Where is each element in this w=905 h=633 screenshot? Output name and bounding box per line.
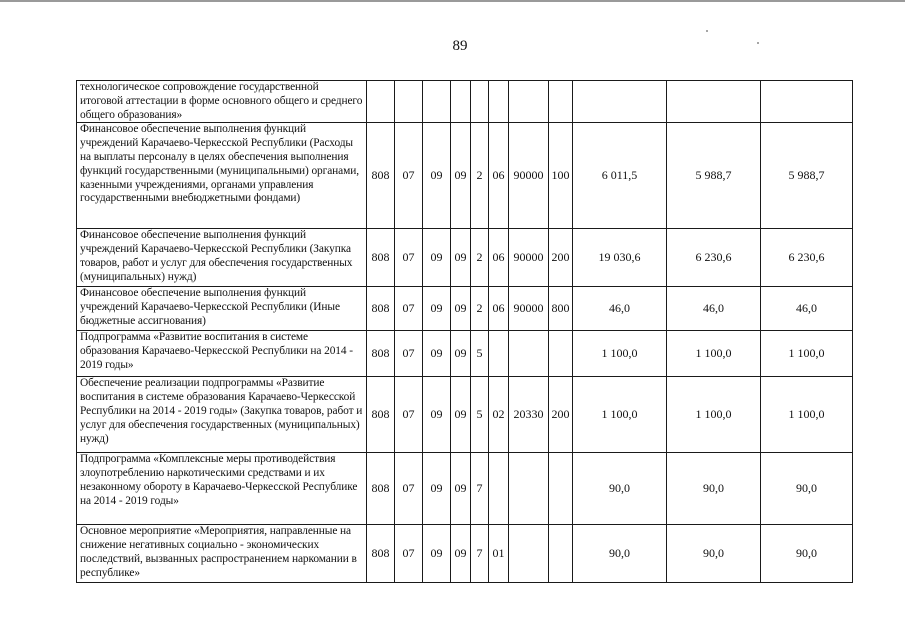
expense-type-code: 800 (549, 287, 573, 331)
main-event-code: 01 (489, 525, 509, 583)
expense-type-code: 200 (549, 377, 573, 453)
subprogram-code: 7 (471, 525, 489, 583)
budget-table-body (77, 81, 853, 583)
section-code: 07 (395, 123, 423, 229)
program-code (451, 81, 471, 123)
budget-item-name: Финансовое обеспечение выполнения функций учреждений Карачаево-Черкесской Республики (Иные бюджетные ассигнования) (77, 287, 367, 331)
page-top-edge (0, 0, 905, 2)
table-row (77, 123, 853, 229)
program-code: 09 (451, 453, 471, 525)
budget-item-name: Финансовое обеспечение выполнения функций учреждений Карачаево-Черкесской Республики (Расходы на выплаты персоналу в целях обеспечения выполнения функций государственными (муниципальными) органами, казенными учреждениями, органами управления государственными внебюджетными фондами) (77, 123, 367, 229)
ministry-code: 808 (367, 377, 395, 453)
budget-item-name: Обеспечение реализации подпрограммы «Развитие воспитания в системе образования Карачаево-Черкесской Республики на 2014 - 2019 годы» (Закупка товаров, работ и услуг для обеспечения государственных (муниципальных) нужд) (77, 377, 367, 453)
expense-direction-code: 90000 (509, 229, 549, 287)
program-code: 09 (451, 229, 471, 287)
section-code: 07 (395, 229, 423, 287)
main-event-code (489, 331, 509, 377)
amount-year-2: 46,0 (667, 287, 761, 331)
section-code: 07 (395, 453, 423, 525)
amount-year-1: 6 011,5 (573, 123, 667, 229)
budget-item-name: Подпрограмма «Развитие воспитания в системе образования Карачаево-Черкесской Республики на 2014 - 2019 годы» (77, 331, 367, 377)
expense-type-code (549, 453, 573, 525)
amount-year-2 (667, 81, 761, 123)
amount-year-1: 19 030,6 (573, 229, 667, 287)
table-row (77, 453, 853, 525)
ministry-code: 808 (367, 525, 395, 583)
program-code: 09 (451, 525, 471, 583)
amount-year-3: 5 988,7 (761, 123, 853, 229)
amount-year-1: 46,0 (573, 287, 667, 331)
program-code: 09 (451, 331, 471, 377)
ministry-code: 808 (367, 123, 395, 229)
budget-item-name: Основное мероприятие «Мероприятия, направленные на снижение негативных социально - экономических последствий, вызванных распространением наркомании в республике» (77, 525, 367, 583)
budget-item-name: Финансовое обеспечение выполнения функций учреждений Карачаево-Черкесской Республики (Закупка товаров, работ и услуг для обеспечения государственных (муниципальных) нужд) (77, 229, 367, 287)
subsection-code: 09 (423, 525, 451, 583)
amount-year-2: 90,0 (667, 525, 761, 583)
expense-direction-code (509, 525, 549, 583)
amount-year-1: 90,0 (573, 525, 667, 583)
expense-type-code: 200 (549, 229, 573, 287)
ministry-code: 808 (367, 453, 395, 525)
table-row (77, 377, 853, 453)
subprogram-code: 2 (471, 123, 489, 229)
budget-item-name: Подпрограмма «Комплексные меры противодействия злоупотреблению наркотическими средствами и их незаконному обороту в Карачаево-Черкесской Республике на 2014 - 2019 годы» (77, 453, 367, 525)
section-code: 07 (395, 525, 423, 583)
expense-direction-code: 20330 (509, 377, 549, 453)
expense-direction-code: 90000 (509, 287, 549, 331)
expense-type-code: 100 (549, 123, 573, 229)
amount-year-3: 1 100,0 (761, 331, 853, 377)
amount-year-2: 1 100,0 (667, 331, 761, 377)
amount-year-3: 46,0 (761, 287, 853, 331)
expense-type-code (549, 331, 573, 377)
table-row (77, 229, 853, 287)
subsection-code: 09 (423, 377, 451, 453)
amount-year-3 (761, 81, 853, 123)
section-code: 07 (395, 287, 423, 331)
table-row (77, 81, 853, 123)
ministry-code: 808 (367, 331, 395, 377)
main-event-code (489, 453, 509, 525)
subprogram-code: 5 (471, 331, 489, 377)
subprogram-code: 5 (471, 377, 489, 453)
expense-direction-code (509, 331, 549, 377)
main-event-code: 06 (489, 287, 509, 331)
amount-year-1: 1 100,0 (573, 331, 667, 377)
section-code: 07 (395, 331, 423, 377)
expense-direction-code: 90000 (509, 123, 549, 229)
amount-year-3: 90,0 (761, 453, 853, 525)
scan-speck (757, 42, 759, 44)
program-code: 09 (451, 377, 471, 453)
amount-year-3: 90,0 (761, 525, 853, 583)
ministry-code: 808 (367, 229, 395, 287)
table-row (77, 525, 853, 583)
program-code: 09 (451, 123, 471, 229)
amount-year-1: 1 100,0 (573, 377, 667, 453)
amount-year-3: 6 230,6 (761, 229, 853, 287)
expense-type-code (549, 81, 573, 123)
amount-year-2: 90,0 (667, 453, 761, 525)
amount-year-2: 1 100,0 (667, 377, 761, 453)
subprogram-code: 7 (471, 453, 489, 525)
amount-year-1 (573, 81, 667, 123)
main-event-code: 02 (489, 377, 509, 453)
subsection-code: 09 (423, 287, 451, 331)
section-code (395, 81, 423, 123)
subsection-code (423, 81, 451, 123)
scan-speck (706, 30, 708, 32)
subprogram-code (471, 81, 489, 123)
budget-table (76, 80, 853, 583)
expense-direction-code (509, 81, 549, 123)
subsection-code: 09 (423, 229, 451, 287)
amount-year-3: 1 100,0 (761, 377, 853, 453)
table-row (77, 287, 853, 331)
amount-year-1: 90,0 (573, 453, 667, 525)
ministry-code (367, 81, 395, 123)
ministry-code: 808 (367, 287, 395, 331)
budget-item-name: технологическое сопровождение государственной итоговой аттестации в форме основного общего и среднего общего образования» (77, 81, 367, 123)
main-event-code: 06 (489, 123, 509, 229)
expense-direction-code (509, 453, 549, 525)
subsection-code: 09 (423, 123, 451, 229)
main-event-code: 06 (489, 229, 509, 287)
subsection-code: 09 (423, 453, 451, 525)
section-code: 07 (395, 377, 423, 453)
amount-year-2: 5 988,7 (667, 123, 761, 229)
subprogram-code: 2 (471, 229, 489, 287)
amount-year-2: 6 230,6 (667, 229, 761, 287)
main-event-code (489, 81, 509, 123)
table-row (77, 331, 853, 377)
program-code: 09 (451, 287, 471, 331)
subprogram-code: 2 (471, 287, 489, 331)
subsection-code: 09 (423, 331, 451, 377)
expense-type-code (549, 525, 573, 583)
page-number: 89 (452, 38, 468, 54)
